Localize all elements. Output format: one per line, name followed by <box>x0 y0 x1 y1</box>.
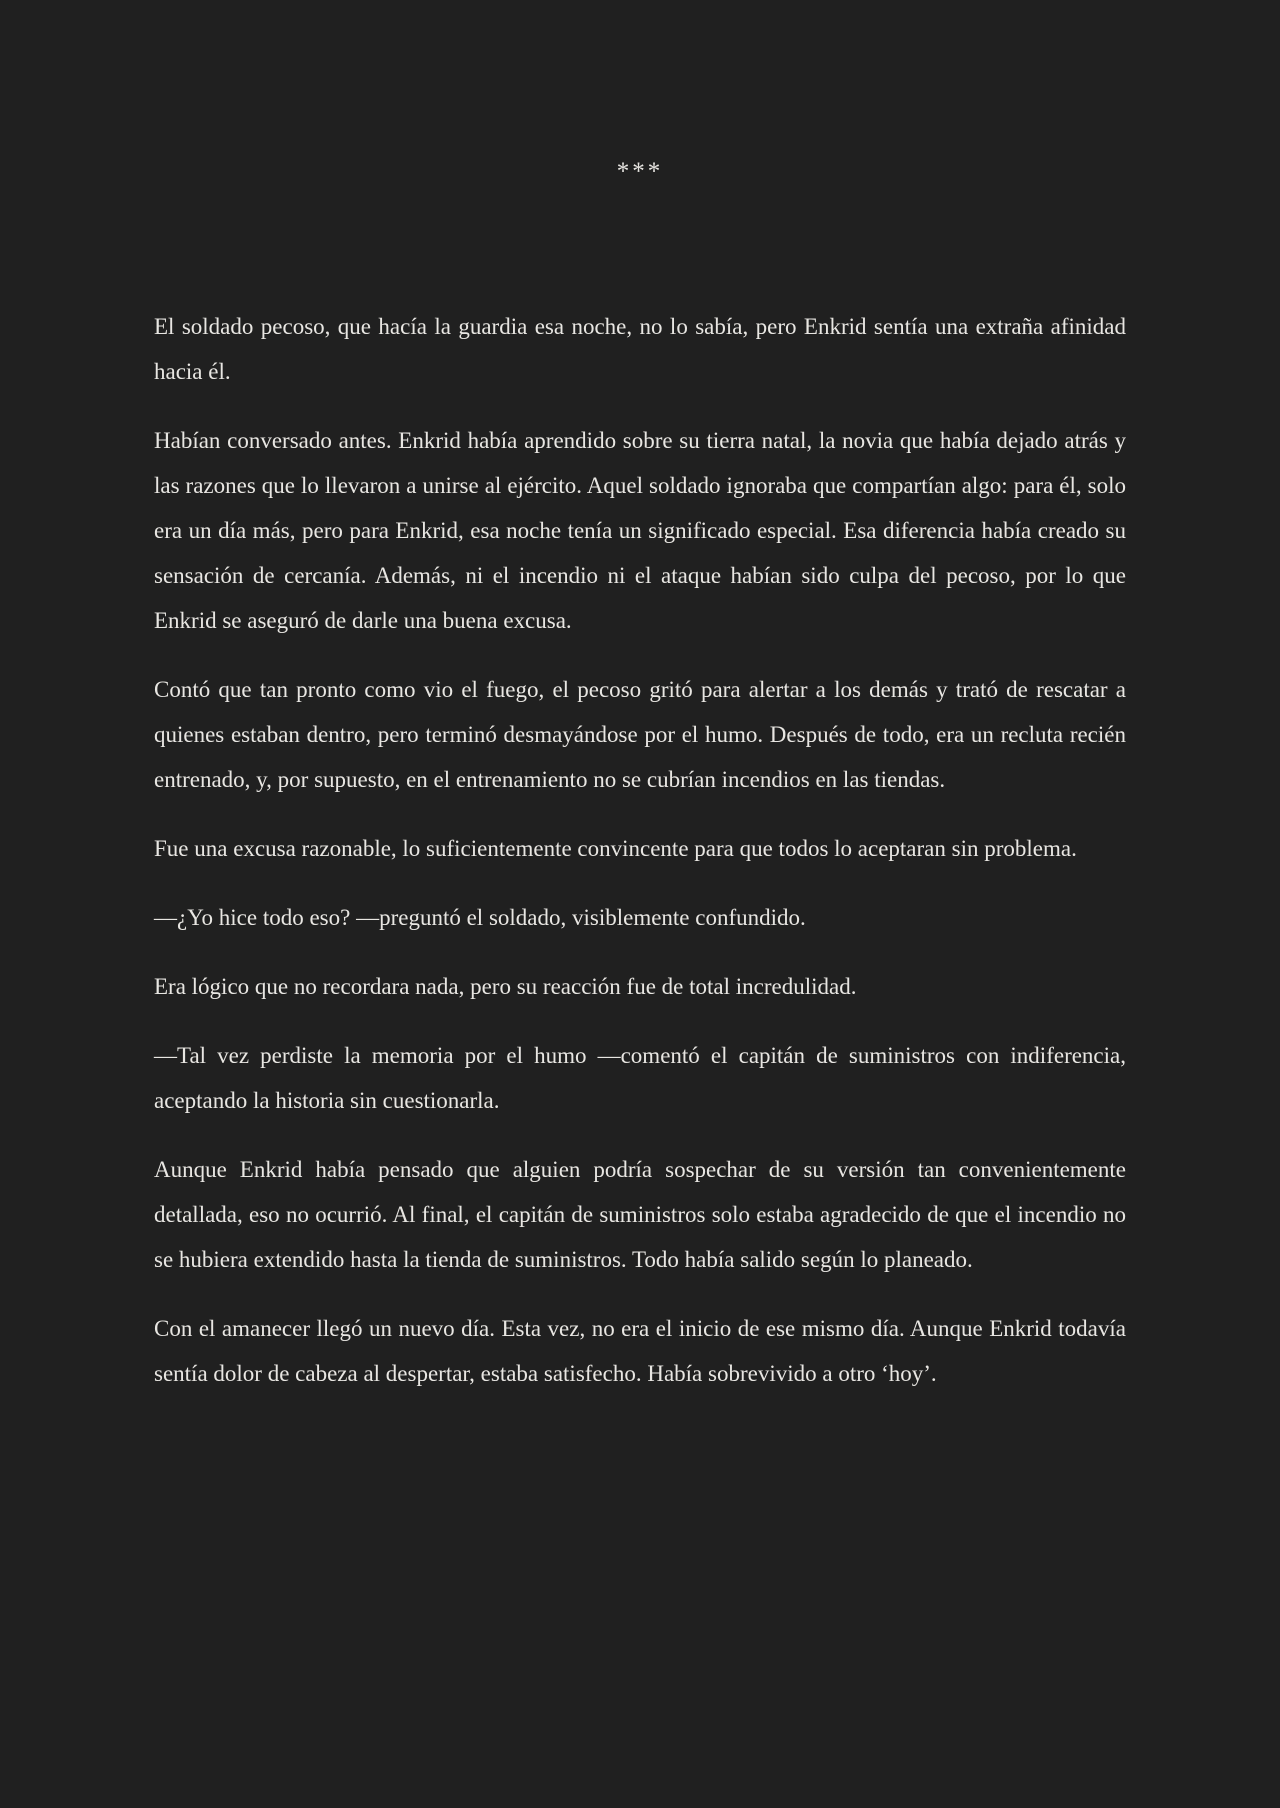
paragraph: Era lógico que no recordara nada, pero su reacción fue de total incredulidad. <box>154 974 857 999</box>
paragraph: Aunque Enkrid había pensado que alguien podría sospechar de su versión tan convenientemente detallada, eso no ocurrió. Al final, el capitán de suministros solo estaba agradecido de que el incendio no se hubiera extendido hasta la tienda de suministros. Todo había salido según lo planeado. <box>154 1157 1126 1272</box>
scene-divider: *** <box>616 158 664 185</box>
book-page <box>154 0 1126 1396</box>
paragraph: Con el amanecer llegó un nuevo día. Esta vez, no era el inicio de ese mismo día. Aunque Enkrid todavía sentía dolor de cabeza al despertar, estaba satisfecho. Había sobrevivido a otro ‘hoy’. <box>154 1316 1126 1386</box>
paragraph: Habían conversado antes. Enkrid había aprendido sobre su tierra natal, la novia que había dejado atrás y las razones que lo llevaron a unirse al ejército. Aquel soldado ignoraba que compartían algo: para él, solo era un día más, pero para Enkrid, esa noche tenía un significado especial. Esa diferencia había creado su sensación de cercanía. Además, ni el incendio ni el ataque habían sido culpa del pecoso, por lo que Enkrid se aseguró de darle una buena excusa. <box>154 428 1126 633</box>
paragraph: El soldado pecoso, que hacía la guardia esa noche, no lo sabía, pero Enkrid sentía una extraña afinidad hacia él. <box>154 314 1126 384</box>
paragraph: Contó que tan pronto como vio el fuego, el pecoso gritó para alertar a los demás y trató de rescatar a quienes estaban dentro, pero terminó desmayándose por el humo. Después de todo, era un recluta recién entrenado, y, por supuesto, en el entrenamiento no se cubrían incendios en las tiendas. <box>154 677 1126 792</box>
paragraph: Fue una excusa razonable, lo suficientemente convincente para que todos lo aceptaran sin problema. <box>154 836 1077 861</box>
paragraph-dialogue: —Tal vez perdiste la memoria por el humo —comentó el capitán de suministros con indiferencia, aceptando la historia sin cuestionarla. <box>154 1043 1126 1113</box>
paragraph-dialogue: —¿Yo hice todo eso? —preguntó el soldado, visiblemente confundido. <box>154 905 806 930</box>
